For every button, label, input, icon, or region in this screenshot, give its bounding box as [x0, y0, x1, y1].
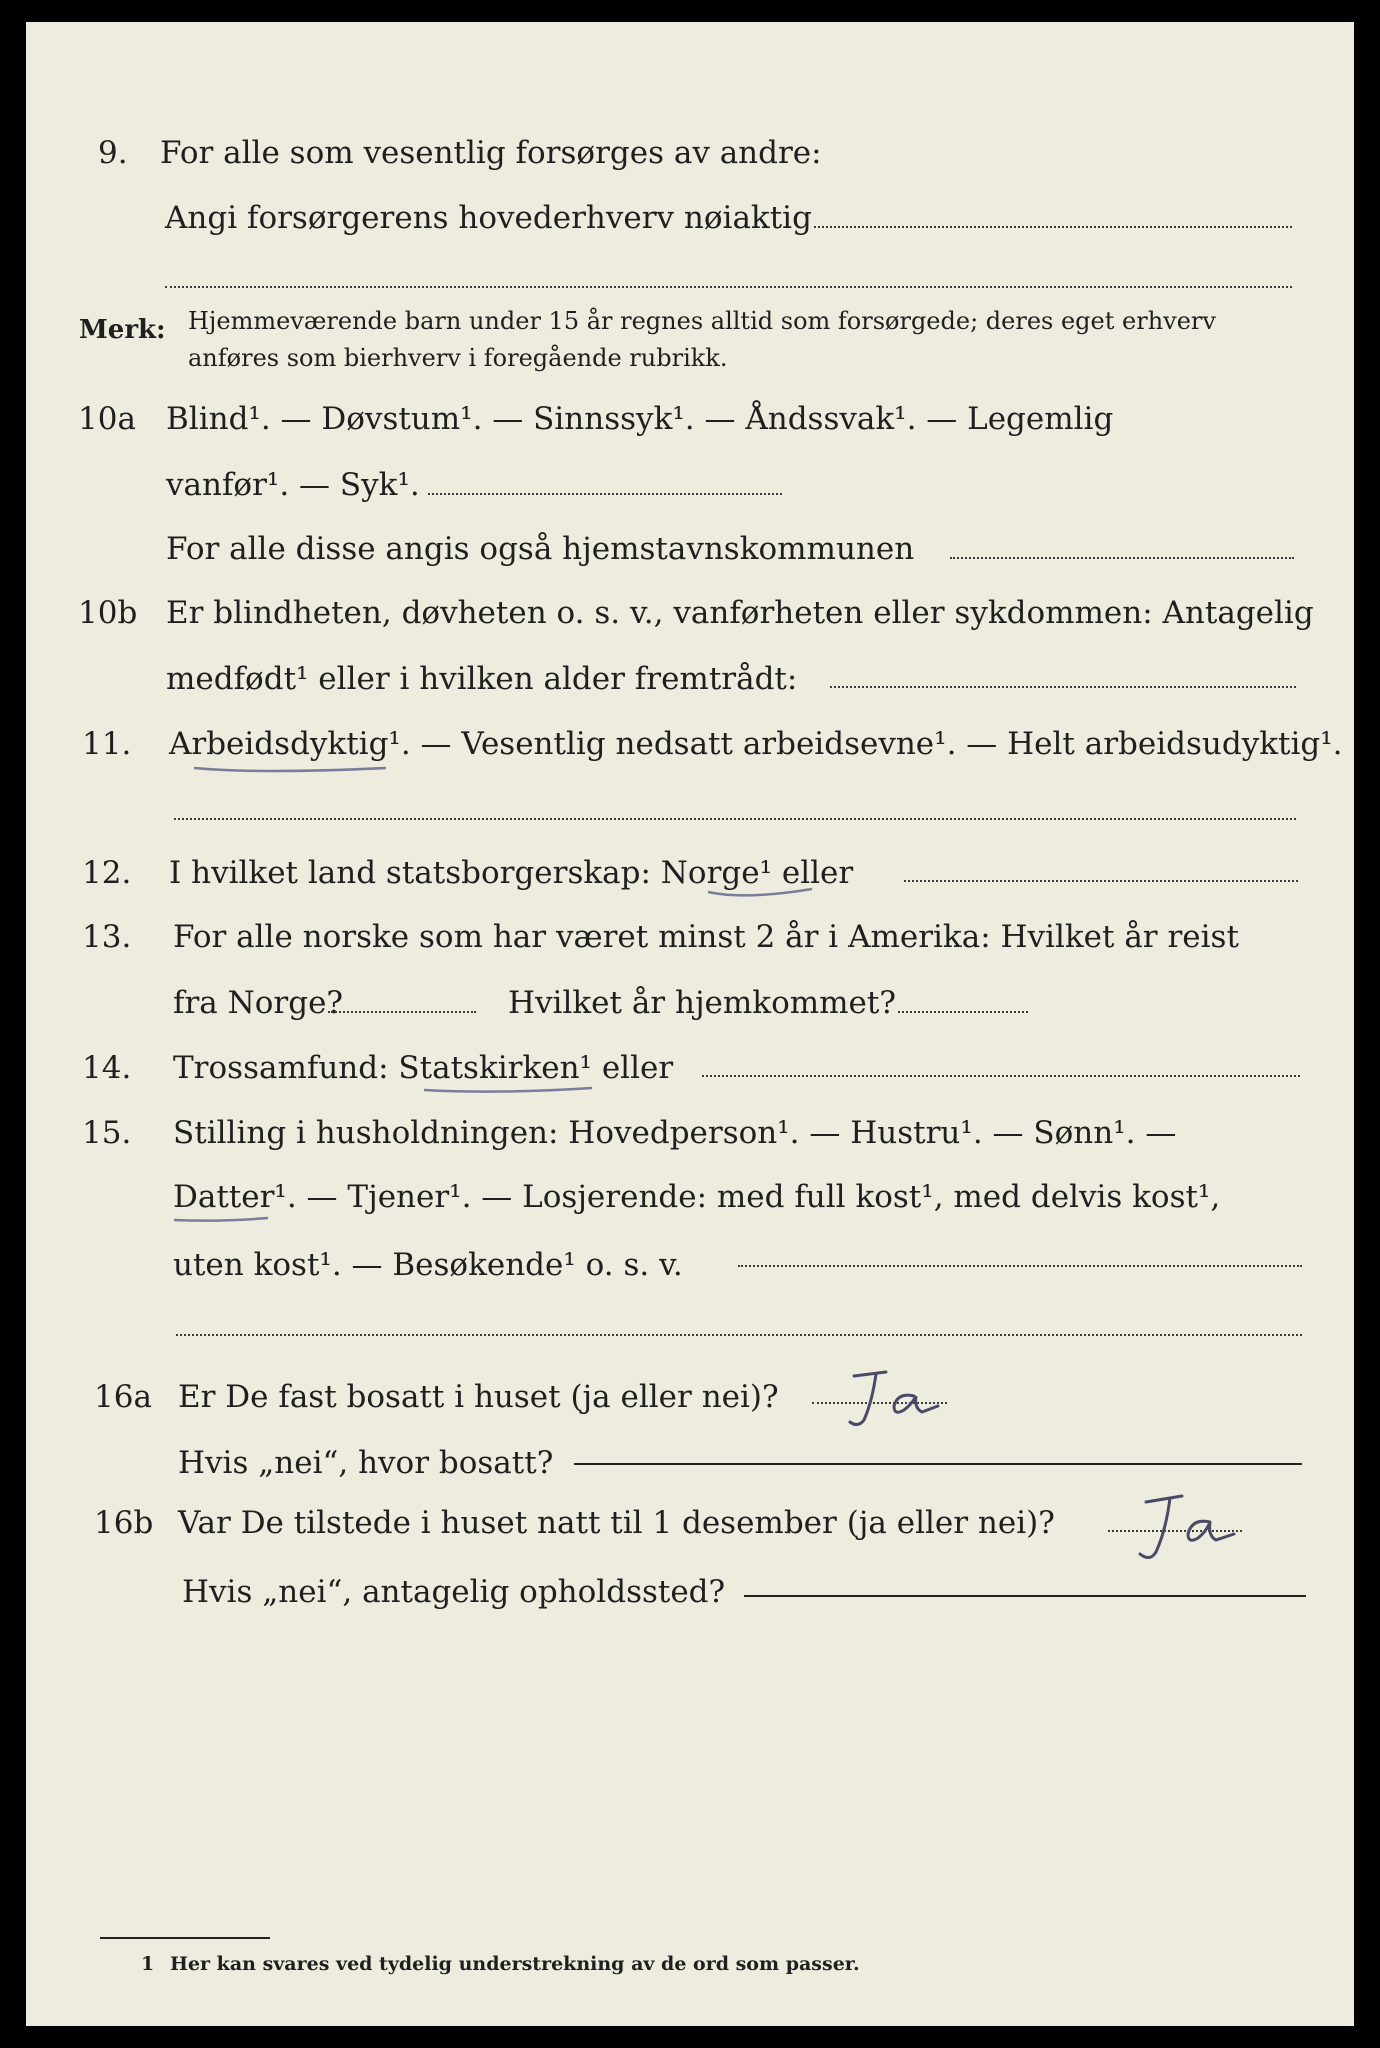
q16b-number: 16b	[94, 1505, 154, 1541]
q14-line1: Trossamfund: Statskirken¹ eller	[173, 1050, 674, 1086]
q10b-line1: Er blindheten, døvheten o. s. v., vanførheten eller sykdommen: Antagelig	[166, 595, 1314, 631]
q16b-handwritten-answer	[1132, 1488, 1242, 1566]
merk-label: Merk:	[79, 315, 166, 345]
q16a-line1: Er De fast bosatt i huset (ja eller nei)?	[178, 1379, 779, 1415]
q13-line1: For alle norske som har været minst 2 år i Amerika: Hvilket år reist	[173, 919, 1239, 955]
q15-line1: Stilling i husholdningen: Hovedperson¹. — Hustru¹. — Sønn¹. —	[173, 1115, 1177, 1151]
merk-line1: Hjemmeværende barn under 15 år regnes alltid som forsørgede; deres eget erhverv	[188, 307, 1216, 335]
q16b-line2: Hvis „nei“, antagelig opholdssted?	[182, 1574, 726, 1610]
underline-datter	[174, 1218, 268, 1221]
q16a-handwritten-answer	[842, 1362, 952, 1434]
q10b-line2: medfødt¹ eller i hvilken alder fremtrådt:	[166, 661, 798, 697]
q16b-line1: Var De tilstede i huset natt til 1 desember (ja eller nei)?	[178, 1505, 1055, 1541]
q10a-line3: For alle disse angis også hjemstavnskommunen	[166, 531, 915, 567]
underline-statskirken	[424, 1088, 592, 1092]
underline-norge	[708, 889, 812, 895]
q10a-line1: Blind¹. — Døvstum¹. — Sinnssyk¹. — Åndssvak¹. — Legemlig	[166, 401, 1114, 437]
q12-line1: I hvilket land statsborgerskap: Norge¹ eller	[169, 855, 854, 891]
q15-line2: Datter¹. — Tjener¹. — Losjerende: med full kost¹, med delvis kost¹,	[173, 1179, 1221, 1215]
footnote-mark: 1	[141, 1953, 155, 1975]
q11-line1: Arbeidsdyktig¹. — Vesentlig nedsatt arbeidsevne¹. — Helt arbeidsudyktig¹.	[169, 726, 1343, 762]
q13-number: 13.	[82, 919, 132, 955]
q13-line2a: fra Norge?	[173, 985, 344, 1021]
merk-line2: anføres som bierhverv i foregående rubrikk.	[188, 344, 728, 372]
q15-number: 15.	[82, 1115, 132, 1151]
q9-line1: For alle som vesentlig forsørges av andre:	[160, 135, 822, 171]
q10a-line2: vanfør¹. — Syk¹.	[166, 467, 420, 503]
q12-number: 12.	[82, 855, 132, 891]
q15-line3: uten kost¹. — Besøkende¹ o. s. v.	[173, 1247, 683, 1283]
footnote-text: Her kan svares ved tydelig understrekning av de ord som passer.	[170, 1953, 860, 1975]
q11-number: 11.	[82, 726, 132, 762]
q13-line2b: Hvilket år hjemkommet?	[508, 985, 896, 1021]
q16a-line2: Hvis „nei“, hvor bosatt?	[178, 1445, 554, 1481]
q16a-number: 16a	[94, 1379, 152, 1415]
q9-number: 9.	[98, 135, 128, 171]
q10a-number: 10a	[78, 401, 136, 437]
q10b-number: 10b	[78, 595, 138, 631]
q14-number: 14.	[82, 1050, 132, 1086]
underline-arbeidsdyktig	[194, 768, 386, 771]
q9-line2: Angi forsørgerens hovederhverv nøiaktig	[165, 200, 812, 236]
